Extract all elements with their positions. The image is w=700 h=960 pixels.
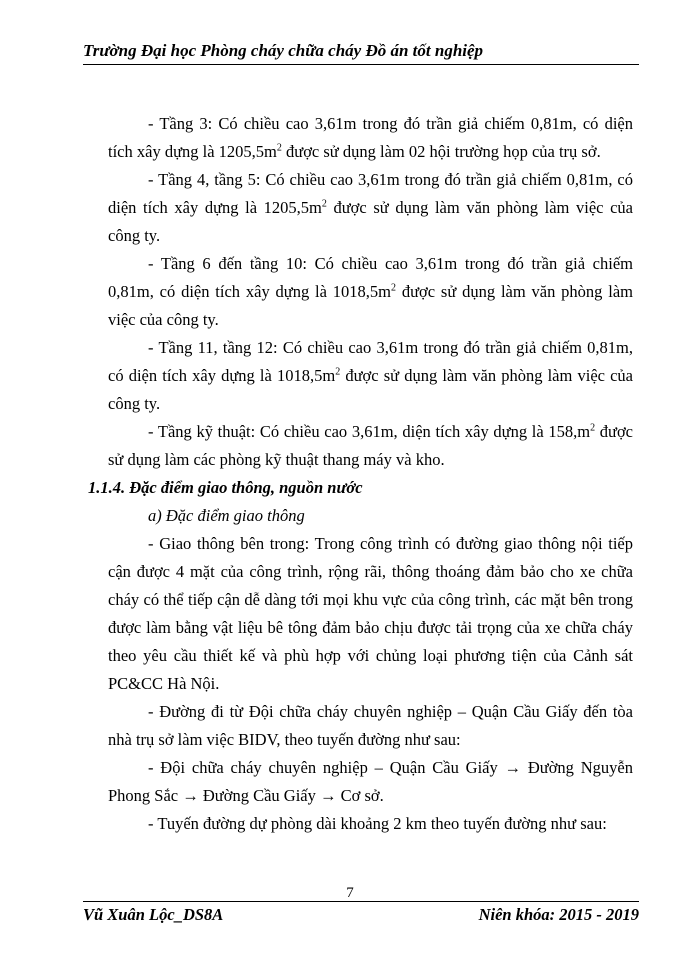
paragraph-route-intro: - Đường đi từ Đội chữa cháy chuyên nghiệp – Quận Cầu Giấy đến tòa nhà trụ sở làm việc BIDV, theo tuyến đường như sau: (108, 702, 633, 749)
paragraph-floor-4-5: - Tầng 4, tầng 5: Có chiều cao 3,61m trong đó trần giả chiếm 0,81m, có diện tích xây dựng là $1205,5m^2$ được sử dụng làm văn phòng làm việc của công ty. (108, 170, 633, 245)
footer-course: Niên khóa: 2015 - 2019 (478, 905, 639, 924)
paragraph-backup-route: - Tuyến đường dự phòng dài khoảng 2 km theo tuyến đường như sau: (148, 814, 607, 833)
document-body (88, 110, 634, 838)
subsection-heading: a) Đặc điểm giao thông (148, 506, 305, 525)
paragraph-technical-floor: - Tầng kỹ thuật: Có chiều cao 3,61m, diện tích xây dựng là $158,m^2$ được sử dụng làm các phòng kỹ thuật thang máy và kho. (108, 422, 633, 469)
paragraph-internal-traffic: - Giao thông bên trong: Trong công trình có đường giao thông nội tiếp cận được 4 mặt của công trình, rộng rãi, thông thoáng đảm bảo cho xe chữa cháy có thể tiếp cận dễ dàng tới mọi khu vực của công trình, các mặt bên trong được làm bằng vật liệu bê tông đảm bảo chịu được tải trọng của xe chữa cháy theo yêu cầu thiết kế và phù hợp với chủng loại phương tiện của Cảnh sát PC&CC Hà Nội. (108, 534, 633, 693)
paragraph-floor-6-10: - Tầng 6 đến tầng 10: Có chiều cao 3,61m trong đó trần giả chiếm 0,81m, có diện tích xây dựng là $1018,5m^2$ được sử dụng làm văn phòng làm việc của công ty. (108, 254, 633, 329)
page-number: 7 (346, 885, 354, 901)
section-heading: 1.1.4. Đặc điểm giao thông, nguồn nước (88, 478, 363, 497)
footer-author: Vũ Xuân Lộc_DS8A (83, 905, 224, 924)
page-header: Trường Đại học Phòng cháy chữa cháy Đồ án tốt nghiệp (83, 40, 639, 65)
paragraph-floor-11-12: - Tầng 11, tầng 12: Có chiều cao 3,61m trong đó trần giả chiếm 0,81m, có diện tích xây dựng là $1018,5m^2$ được sử dụng làm văn phòng làm việc của công ty. (108, 338, 634, 413)
page-footer (83, 901, 639, 925)
paragraph-route: - Đội chữa cháy chuyên nghiệp – Quận Cầu Giấy → Đường Nguyễn Phong Sắc → Đường Cầu Giấy → Cơ sở. (108, 758, 633, 805)
paragraph-floor-3: - Tầng 3: Có chiều cao 3,61m trong đó trần giả chiếm 0,81m, có diện tích xây dựng là $1205,5m^2$ được sử dụng làm 02 hội trường họp của trụ sở. (108, 114, 633, 161)
